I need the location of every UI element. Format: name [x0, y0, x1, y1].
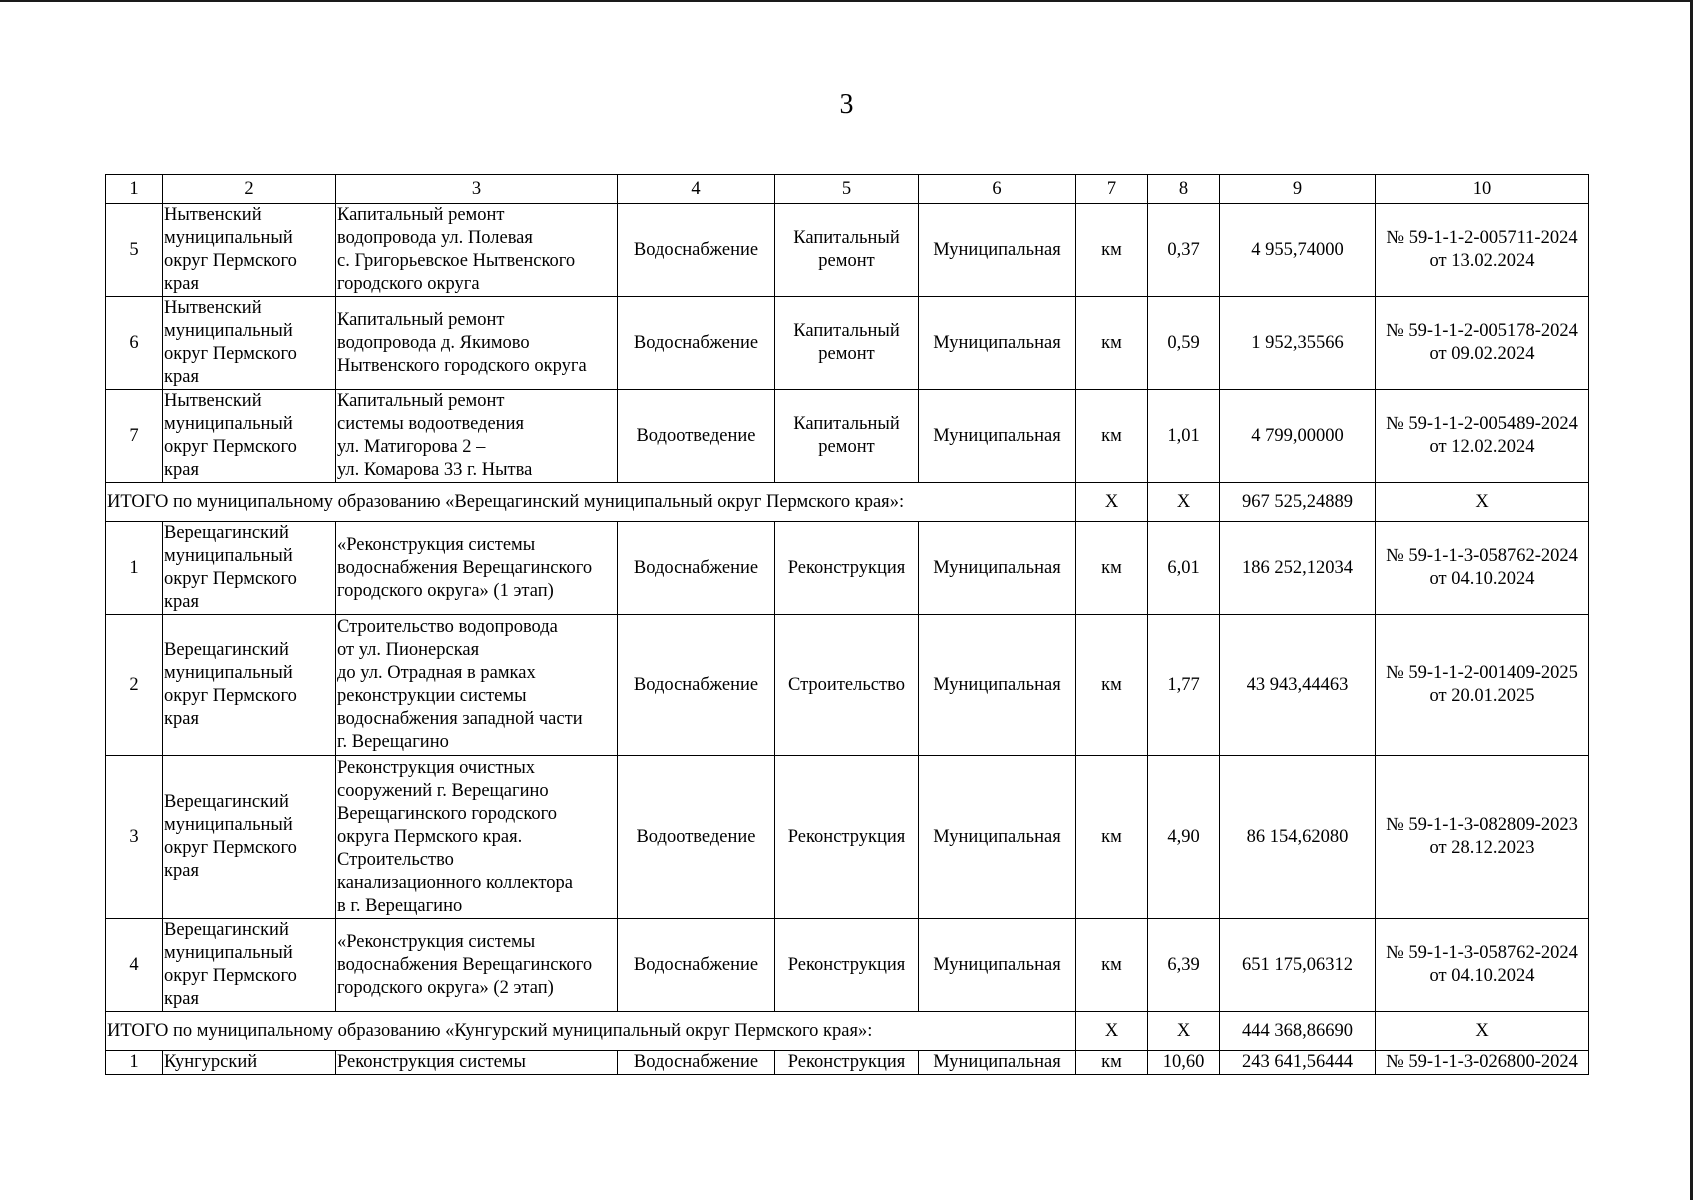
municipality-cell: Верещагинский муниципальный округ Пермского края — [163, 615, 336, 756]
header-cell: 8 — [1148, 175, 1220, 204]
total-unit-cell: X — [1076, 483, 1148, 522]
municipality-cell: Верещагинский муниципальный округ Пермского края — [163, 522, 336, 615]
table-row — [106, 756, 1589, 919]
document-cell: № 59-1-1-2-005489-2024 от 12.02.2024 — [1376, 390, 1589, 483]
table-row — [106, 390, 1589, 483]
length-cell: 1,01 — [1148, 390, 1220, 483]
header-row — [106, 175, 1589, 204]
total-doc-cell: X — [1376, 483, 1589, 522]
table-row — [106, 204, 1589, 297]
document-cell: № 59-1-1-3-058762-2024 от 04.10.2024 — [1376, 919, 1589, 1012]
ownership-cell: Муниципальная — [919, 522, 1076, 615]
header-cell: 4 — [618, 175, 775, 204]
row-number-cell: 7 — [106, 390, 163, 483]
work-type-cell: Капитальный ремонт — [775, 204, 919, 297]
table-row — [106, 297, 1589, 390]
object-name-cell: «Реконструкция системы водоснабжения Верещагинского городского округа» (1 этап) — [336, 522, 618, 615]
header-cell: 6 — [919, 175, 1076, 204]
ownership-cell: Муниципальная — [919, 1051, 1076, 1075]
document-cell: № 59-1-1-2-005711-2024 от 13.02.2024 — [1376, 204, 1589, 297]
cost-cell: 86 154,62080 — [1220, 756, 1376, 919]
municipality-cell: Нытвенский муниципальный округ Пермского края — [163, 390, 336, 483]
ownership-cell: Муниципальная — [919, 204, 1076, 297]
document-cell: № 59-1-1-3-082809-2023 от 28.12.2023 — [1376, 756, 1589, 919]
unit-cell: км — [1076, 756, 1148, 919]
work-type-cell: Капитальный ремонт — [775, 390, 919, 483]
municipality-cell: Нытвенский муниципальный округ Пермского края — [163, 297, 336, 390]
table-row — [106, 1051, 1589, 1075]
ownership-cell: Муниципальная — [919, 919, 1076, 1012]
total-length-cell: X — [1148, 483, 1220, 522]
work-type-cell: Реконструкция — [775, 522, 919, 615]
object-name-cell: «Реконструкция системы водоснабжения Верещагинского городского округа» (2 этап) — [336, 919, 618, 1012]
work-type-cell: Реконструкция — [775, 1051, 919, 1075]
total-label: ИТОГО по муниципальному образованию «Кунгурский муниципальный округ Пермского края»: — [106, 1012, 1076, 1051]
total-doc-cell: X — [1376, 1012, 1589, 1051]
unit-cell: км — [1076, 919, 1148, 1012]
document-cell: № 59-1-1-3-026800-2024 — [1376, 1051, 1589, 1075]
municipality-cell: Верещагинский муниципальный округ Пермского края — [163, 756, 336, 919]
row-number-cell: 1 — [106, 522, 163, 615]
cost-cell: 4 799,00000 — [1220, 390, 1376, 483]
table-row — [106, 919, 1589, 1012]
length-cell: 0,37 — [1148, 204, 1220, 297]
cost-cell: 43 943,44463 — [1220, 615, 1376, 756]
cost-cell: 186 252,12034 — [1220, 522, 1376, 615]
length-cell: 6,01 — [1148, 522, 1220, 615]
object-name-cell: Строительство водопровода от ул. Пионерская до ул. Отрадная в рамках реконструкции системы водоснабжения западной части г. Верещагино — [336, 615, 618, 756]
total-label: ИТОГО по муниципальному образованию «Верещагинский муниципальный округ Пермского края»: — [106, 483, 1076, 522]
header-cell: 9 — [1220, 175, 1376, 204]
category-cell: Водоснабжение — [618, 297, 775, 390]
table-row — [106, 615, 1589, 756]
category-cell: Водоотведение — [618, 390, 775, 483]
category-cell: Водоснабжение — [618, 615, 775, 756]
ownership-cell: Муниципальная — [919, 297, 1076, 390]
total-length-cell: X — [1148, 1012, 1220, 1051]
document-cell: № 59-1-1-2-005178-2024 от 09.02.2024 — [1376, 297, 1589, 390]
table-row — [106, 522, 1589, 615]
length-cell: 1,77 — [1148, 615, 1220, 756]
category-cell: Водоотведение — [618, 756, 775, 919]
category-cell: Водоснабжение — [618, 522, 775, 615]
unit-cell: км — [1076, 390, 1148, 483]
length-cell: 0,59 — [1148, 297, 1220, 390]
unit-cell: км — [1076, 297, 1148, 390]
cost-cell: 243 641,56444 — [1220, 1051, 1376, 1075]
length-cell: 4,90 — [1148, 756, 1220, 919]
unit-cell: км — [1076, 615, 1148, 756]
length-cell: 10,60 — [1148, 1051, 1220, 1075]
header-cell: 5 — [775, 175, 919, 204]
work-type-cell: Реконструкция — [775, 919, 919, 1012]
total-cost-cell: 444 368,86690 — [1220, 1012, 1376, 1051]
header-cell: 2 — [163, 175, 336, 204]
document-cell: № 59-1-1-2-001409-2025 от 20.01.2025 — [1376, 615, 1589, 756]
work-type-cell: Капитальный ремонт — [775, 297, 919, 390]
object-name-cell: Реконструкция системы — [336, 1051, 618, 1075]
total-row — [106, 1012, 1589, 1051]
object-name-cell: Реконструкция очистных сооружений г. Верещагино Верещагинского городского округа Пермского края. Строительство канализационного коллектора в г. Верещагино — [336, 756, 618, 919]
category-cell: Водоснабжение — [618, 204, 775, 297]
header-cell: 1 — [106, 175, 163, 204]
object-name-cell: Капитальный ремонт водопровода д. Якимово Нытвенского городского округа — [336, 297, 618, 390]
length-cell: 6,39 — [1148, 919, 1220, 1012]
cost-cell: 1 952,35566 — [1220, 297, 1376, 390]
header-cell: 3 — [336, 175, 618, 204]
row-number-cell: 1 — [106, 1051, 163, 1075]
total-cost-cell: 967 525,24889 — [1220, 483, 1376, 522]
work-type-cell: Строительство — [775, 615, 919, 756]
total-unit-cell: X — [1076, 1012, 1148, 1051]
municipality-cell: Нытвенский муниципальный округ Пермского края — [163, 204, 336, 297]
header-cell: 7 — [1076, 175, 1148, 204]
ownership-cell: Муниципальная — [919, 390, 1076, 483]
row-number-cell: 5 — [106, 204, 163, 297]
cost-cell: 4 955,74000 — [1220, 204, 1376, 297]
row-number-cell: 4 — [106, 919, 163, 1012]
ownership-cell: Муниципальная — [919, 615, 1076, 756]
unit-cell: км — [1076, 522, 1148, 615]
projects-table — [105, 174, 1589, 1075]
unit-cell: км — [1076, 1051, 1148, 1075]
municipality-cell: Кунгурский — [163, 1051, 336, 1075]
cost-cell: 651 175,06312 — [1220, 919, 1376, 1012]
unit-cell: км — [1076, 204, 1148, 297]
total-row — [106, 483, 1589, 522]
work-type-cell: Реконструкция — [775, 756, 919, 919]
category-cell: Водоснабжение — [618, 1051, 775, 1075]
row-number-cell: 6 — [106, 297, 163, 390]
document-cell: № 59-1-1-3-058762-2024 от 04.10.2024 — [1376, 522, 1589, 615]
row-number-cell: 3 — [106, 756, 163, 919]
object-name-cell: Капитальный ремонт водопровода ул. Полевая с. Григорьевское Нытвенского городского округа — [336, 204, 618, 297]
ownership-cell: Муниципальная — [919, 756, 1076, 919]
table-body — [106, 175, 1589, 1075]
municipality-cell: Верещагинский муниципальный округ Пермского края — [163, 919, 336, 1012]
row-number-cell: 2 — [106, 615, 163, 756]
header-cell: 10 — [1376, 175, 1589, 204]
category-cell: Водоснабжение — [618, 919, 775, 1012]
object-name-cell: Капитальный ремонт системы водоотведения ул. Матигорова 2 – ул. Комарова 33 г. Нытва — [336, 390, 618, 483]
page-number: 3 — [839, 89, 854, 120]
